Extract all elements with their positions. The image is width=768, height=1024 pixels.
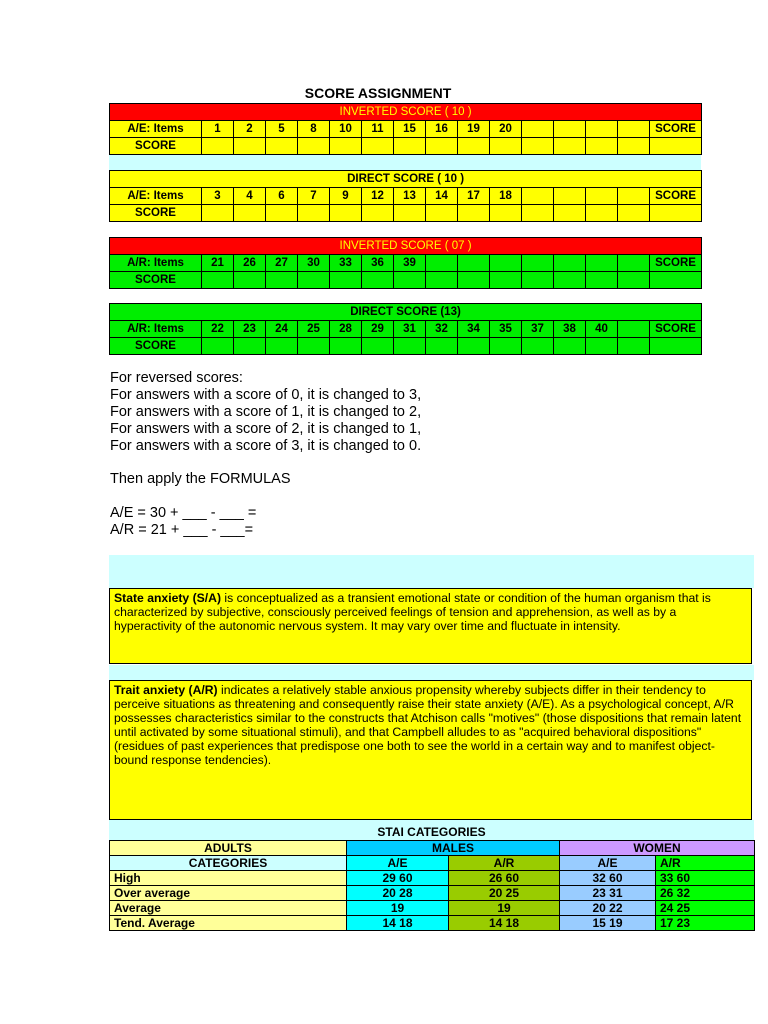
- score-cell[interactable]: [298, 205, 330, 222]
- trait-anxiety-text: indicates a relatively stable anxious propensity whereby subjects differ in their tendency to perceive situations as threatening and consequently raise their state anxiety (A/E). As a psychological concept, A/R possesses characteristics similar to the constructs that Atchison calls "motives" (those dispositions that remain latent until activated by some situational stimuli), and that Campbell alludes to as "acquired behavioral dispositions" (residues of past experiences that predispose one both to see the world in a certain way and to manifest object-bound response tendencies).: [114, 683, 742, 767]
- item-cell: 39: [394, 255, 426, 272]
- stai-categories-table: [109, 840, 755, 931]
- score-cell[interactable]: [426, 272, 458, 289]
- item-cell: 33: [330, 255, 362, 272]
- score-cell[interactable]: [202, 205, 234, 222]
- score-cell[interactable]: [298, 138, 330, 155]
- score-cell[interactable]: [490, 338, 522, 355]
- items-label: A/E: Items: [110, 188, 202, 205]
- score-cell[interactable]: [618, 138, 650, 155]
- item-cell: [554, 255, 586, 272]
- value-cell: 15 19: [560, 916, 656, 931]
- category-cell: Over average: [110, 886, 347, 901]
- score-table-ar-inverted: [109, 237, 702, 289]
- score-cell[interactable]: [458, 138, 490, 155]
- item-cell: [618, 255, 650, 272]
- state-anxiety-term: State anxiety (S/A): [114, 591, 222, 605]
- item-cell: 35: [490, 321, 522, 338]
- score-row-label: SCORE: [110, 338, 202, 355]
- item-cell: [554, 188, 586, 205]
- spacer-band: [109, 155, 701, 170]
- item-cell: 40: [586, 321, 618, 338]
- value-cell: 23 31: [560, 886, 656, 901]
- value-cell: 20 25: [449, 886, 560, 901]
- score-cell[interactable]: [586, 338, 618, 355]
- item-cell: 31: [394, 321, 426, 338]
- item-cell: [586, 188, 618, 205]
- table-header: INVERTED SCORE ( 10 ): [110, 104, 702, 121]
- value-cell: 17 23: [656, 916, 755, 931]
- score-cell[interactable]: [298, 338, 330, 355]
- score-cell[interactable]: [266, 338, 298, 355]
- category-cell: High: [110, 871, 347, 886]
- score-cell[interactable]: [330, 338, 362, 355]
- state-anxiety-definition: [109, 588, 752, 664]
- item-cell: 22: [202, 321, 234, 338]
- item-cell: 19: [458, 121, 490, 138]
- item-cell: 27: [266, 255, 298, 272]
- score-cell[interactable]: [458, 272, 490, 289]
- score-cell[interactable]: [330, 138, 362, 155]
- table-header: DIRECT SCORE ( 10 ): [110, 171, 702, 188]
- score-cell[interactable]: [458, 205, 490, 222]
- page-title: SCORE ASSIGNMENT: [304, 85, 452, 101]
- item-cell: 34: [458, 321, 490, 338]
- item-cell: 24: [266, 321, 298, 338]
- score-cell[interactable]: [234, 138, 266, 155]
- value-cell: 19: [347, 901, 449, 916]
- score-cell[interactable]: [490, 272, 522, 289]
- item-cell: 18: [490, 188, 522, 205]
- reversed-scores-heading: For reversed scores:: [110, 370, 243, 386]
- reversed-rule: For answers with a score of 0, it is changed to 3,: [110, 387, 422, 403]
- items-label: A/R: Items: [110, 255, 202, 272]
- score-table-ae-inverted: [109, 103, 702, 155]
- score-cell[interactable]: [586, 205, 618, 222]
- table-row: [110, 871, 755, 886]
- reversed-rule: For answers with a score of 2, it is changed to 1,: [110, 421, 422, 437]
- spacer-band: [109, 665, 754, 680]
- score-row-label: SCORE: [110, 138, 202, 155]
- item-cell: [618, 121, 650, 138]
- item-cell: [618, 321, 650, 338]
- item-cell: 26: [234, 255, 266, 272]
- item-cell: 23: [234, 321, 266, 338]
- score-cell[interactable]: [266, 272, 298, 289]
- score-cell[interactable]: [490, 138, 522, 155]
- women-ar-header: A/R: [656, 856, 755, 871]
- score-cell[interactable]: [394, 338, 426, 355]
- table-row: [110, 886, 755, 901]
- score-label: SCORE: [650, 188, 702, 205]
- table-header: DIRECT SCORE (13): [110, 304, 702, 321]
- score-cell[interactable]: [394, 272, 426, 289]
- item-cell: [522, 255, 554, 272]
- item-cell: 13: [394, 188, 426, 205]
- item-cell: 10: [330, 121, 362, 138]
- item-cell: 29: [362, 321, 394, 338]
- stai-title: STAI CATEGORIES: [109, 824, 754, 840]
- value-cell: 14 18: [347, 916, 449, 931]
- item-cell: 25: [298, 321, 330, 338]
- value-cell: 33 60: [656, 871, 755, 886]
- item-cell: 15: [394, 121, 426, 138]
- trait-anxiety-term: Trait anxiety (A/R): [114, 683, 218, 697]
- item-cell: 11: [362, 121, 394, 138]
- item-cell: [426, 255, 458, 272]
- formula-ar: A/R = 21 + ___ - ___=: [110, 522, 254, 538]
- value-cell: 20 22: [560, 901, 656, 916]
- item-cell: [490, 255, 522, 272]
- value-cell: 29 60: [347, 871, 449, 886]
- formula-ae: A/E = 30 + ___ - ___ =: [110, 505, 257, 521]
- item-cell: [586, 121, 618, 138]
- score-cell[interactable]: [554, 338, 586, 355]
- score-cell[interactable]: [266, 138, 298, 155]
- value-cell: 19: [449, 901, 560, 916]
- item-cell: 3: [202, 188, 234, 205]
- item-cell: 28: [330, 321, 362, 338]
- value-cell: 20 28: [347, 886, 449, 901]
- score-cell[interactable]: [202, 272, 234, 289]
- score-cell[interactable]: [298, 272, 330, 289]
- item-cell: 16: [426, 121, 458, 138]
- categories-header: CATEGORIES: [110, 856, 347, 871]
- spacer-band: [109, 555, 754, 588]
- item-cell: 1: [202, 121, 234, 138]
- item-cell: 8: [298, 121, 330, 138]
- item-cell: 37: [522, 321, 554, 338]
- males-ae-header: A/E: [347, 856, 449, 871]
- women-header: WOMEN: [560, 841, 755, 856]
- score-total-cell[interactable]: [650, 205, 702, 222]
- score-cell[interactable]: [554, 205, 586, 222]
- score-row-label: SCORE: [110, 272, 202, 289]
- score-total-cell[interactable]: [650, 338, 702, 355]
- score-cell[interactable]: [426, 138, 458, 155]
- score-table-ae-direct: [109, 170, 702, 222]
- score-label: SCORE: [650, 321, 702, 338]
- item-cell: 2: [234, 121, 266, 138]
- items-label: A/E: Items: [110, 121, 202, 138]
- reversed-rule: For answers with a score of 3, it is changed to 0.: [110, 438, 422, 454]
- score-cell[interactable]: [426, 338, 458, 355]
- score-cell[interactable]: [426, 205, 458, 222]
- score-cell[interactable]: [522, 205, 554, 222]
- adults-header: ADULTS: [110, 841, 347, 856]
- score-cell[interactable]: [618, 272, 650, 289]
- score-cell[interactable]: [234, 205, 266, 222]
- item-cell: 4: [234, 188, 266, 205]
- value-cell: 26 60: [449, 871, 560, 886]
- score-cell[interactable]: [394, 205, 426, 222]
- item-cell: 9: [330, 188, 362, 205]
- value-cell: 24 25: [656, 901, 755, 916]
- item-cell: [522, 188, 554, 205]
- item-cell: [618, 188, 650, 205]
- score-cell[interactable]: [522, 338, 554, 355]
- item-cell: [554, 121, 586, 138]
- score-total-cell[interactable]: [650, 138, 702, 155]
- item-cell: 6: [266, 188, 298, 205]
- item-cell: 14: [426, 188, 458, 205]
- value-cell: 14 18: [449, 916, 560, 931]
- score-cell[interactable]: [362, 338, 394, 355]
- score-cell[interactable]: [330, 272, 362, 289]
- item-cell: 20: [490, 121, 522, 138]
- reversed-rule: For answers with a score of 1, it is changed to 2,: [110, 404, 422, 420]
- score-cell[interactable]: [554, 272, 586, 289]
- item-cell: 38: [554, 321, 586, 338]
- score-cell[interactable]: [586, 138, 618, 155]
- score-cell[interactable]: [522, 138, 554, 155]
- males-header: MALES: [347, 841, 560, 856]
- item-cell: 12: [362, 188, 394, 205]
- table-row: [110, 916, 755, 931]
- score-cell[interactable]: [234, 272, 266, 289]
- score-cell[interactable]: [234, 338, 266, 355]
- item-cell: 30: [298, 255, 330, 272]
- item-cell: [586, 255, 618, 272]
- score-cell[interactable]: [586, 272, 618, 289]
- category-cell: Average: [110, 901, 347, 916]
- item-cell: 5: [266, 121, 298, 138]
- category-cell: Tend. Average: [110, 916, 347, 931]
- score-cell[interactable]: [618, 205, 650, 222]
- value-cell: 26 32: [656, 886, 755, 901]
- score-cell[interactable]: [362, 272, 394, 289]
- score-table-ar-direct: [109, 303, 702, 355]
- score-cell[interactable]: [394, 138, 426, 155]
- state-anxiety-text: is conceptualized as a transient emotional state or condition of the human organism that is characterized by subjective, consciously perceived feelings of tension and apprehension, as well as by a hyperactivity of the autonomic nervous system. It may vary over time and fluctuate in intensity.: [114, 591, 711, 633]
- score-label: SCORE: [650, 121, 702, 138]
- score-cell[interactable]: [490, 205, 522, 222]
- item-cell: [458, 255, 490, 272]
- item-cell: 36: [362, 255, 394, 272]
- score-cell[interactable]: [202, 338, 234, 355]
- score-row-label: SCORE: [110, 205, 202, 222]
- item-cell: 17: [458, 188, 490, 205]
- items-label: A/R: Items: [110, 321, 202, 338]
- item-cell: 7: [298, 188, 330, 205]
- table-header: INVERTED SCORE ( 07 ): [110, 238, 702, 255]
- women-ae-header: A/E: [560, 856, 656, 871]
- score-cell[interactable]: [362, 138, 394, 155]
- score-cell[interactable]: [522, 272, 554, 289]
- score-cell[interactable]: [618, 338, 650, 355]
- score-cell[interactable]: [554, 138, 586, 155]
- item-cell: 21: [202, 255, 234, 272]
- item-cell: [522, 121, 554, 138]
- score-total-cell[interactable]: [650, 272, 702, 289]
- item-cell: 32: [426, 321, 458, 338]
- trait-anxiety-definition: [109, 680, 752, 820]
- value-cell: 32 60: [560, 871, 656, 886]
- score-cell[interactable]: [362, 205, 394, 222]
- score-cell[interactable]: [458, 338, 490, 355]
- table-row: [110, 901, 755, 916]
- apply-formulas-text: Then apply the FORMULAS: [110, 471, 291, 487]
- score-cell[interactable]: [266, 205, 298, 222]
- males-ar-header: A/R: [449, 856, 560, 871]
- score-cell[interactable]: [330, 205, 362, 222]
- score-label: SCORE: [650, 255, 702, 272]
- score-cell[interactable]: [202, 138, 234, 155]
